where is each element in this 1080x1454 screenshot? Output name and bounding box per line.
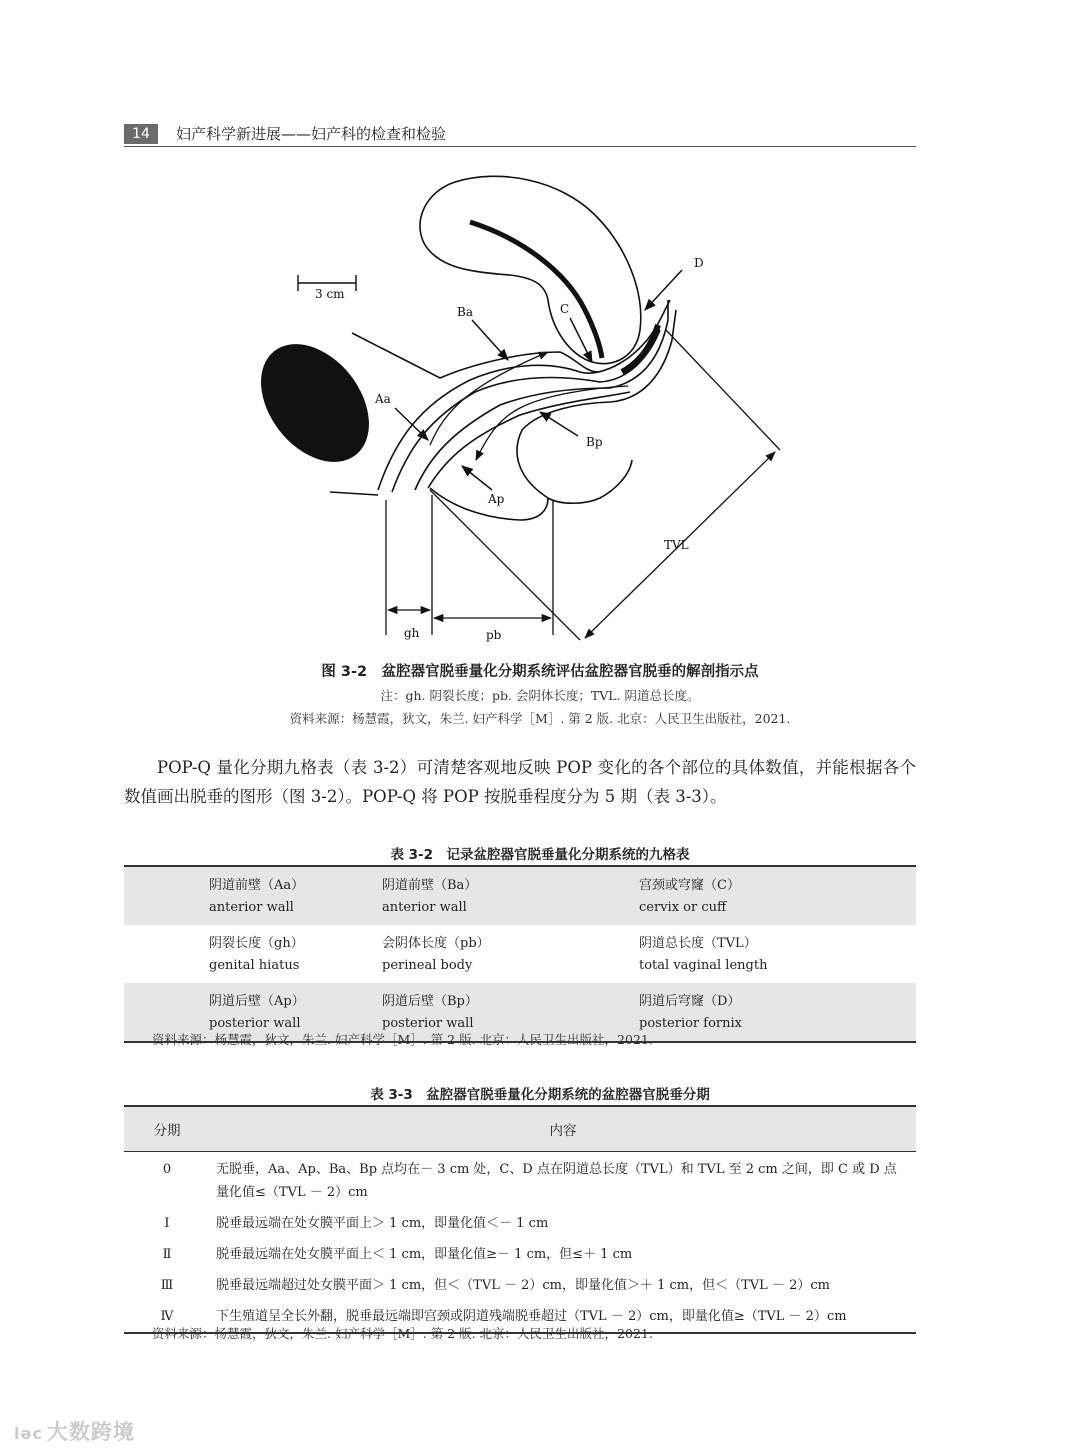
content-cell: 脱垂最远端在处女膜平面上＞ 1 cm，即量化值＜－ 1 cm	[216, 1216, 549, 1231]
figure-title: 图 3-2 盆腔器官脱垂量化分期系统评估盆腔器官脱垂的解剖指示点	[321, 664, 759, 680]
column-header-stage: 分期	[124, 1107, 210, 1152]
table-cell: 阴裂长度（gh） genital hiatus	[209, 936, 304, 973]
figure-source: 资料来源：杨慧霞，狄文，朱兰. 妇产科学［M］. 第 2 版. 北京：人民卫生出版社，2021.	[289, 711, 791, 726]
book-title: 妇产科学新进展——妇产科的检查和检验	[176, 125, 447, 143]
table-row	[124, 925, 916, 983]
content-cell: 下生殖道呈全长外翻，脱垂最远端即宫颈或阴道残端脱垂超过（TVL － 2）cm，即量化值≥（TVL － 2）cm	[216, 1309, 847, 1324]
table-cell: 阴道总长度（TVL） total vaginal length	[639, 936, 768, 973]
anterior-wall-inner	[378, 300, 670, 490]
table-cell: 阴道后壁（Ap） posterior wall	[124, 983, 382, 1041]
table-cell: 宫颈或穹窿（C） cervix or cuff	[639, 867, 916, 925]
scale-label: 3 cm	[315, 287, 345, 301]
anatomy-diagram	[240, 170, 840, 650]
table-cell: 阴道后穹窿（D） posterior fornix	[639, 983, 916, 1041]
pubic-bone	[240, 323, 391, 482]
table-3-2	[124, 865, 916, 1043]
outer-base-line	[330, 492, 378, 495]
page-number: 14	[124, 124, 158, 144]
body-paragraph	[124, 753, 916, 811]
table-row	[124, 1270, 916, 1301]
stage-cell: Ⅰ	[164, 1216, 170, 1231]
figure-note: 注：gh. 阴裂长度；pb. 会阴体长度；TVL. 阴道总长度。	[380, 688, 700, 703]
label-Ap: Ap	[488, 492, 505, 506]
content-cell: 无脱垂，Aa、Ap、Ba、Bp 点均在－ 3 cm 处，C、D 点在阴道总长度（TVL）和 TVL 至 2 cm 之间，即 C 或 D 点量化值≤（TVL － 2）cm	[216, 1162, 897, 1200]
label-gh: gh	[404, 626, 420, 640]
watermark	[14, 1416, 135, 1446]
table-cell: 阴道后壁（Bp） posterior wall	[382, 983, 639, 1041]
stage-cell: Ⅲ	[160, 1278, 174, 1293]
table-row	[124, 867, 916, 925]
table-3-3-title: 表 3-3 盆腔器官脱垂量化分期系统的盆腔器官脱垂分期	[370, 1087, 710, 1103]
label-TVL: TVL	[664, 538, 689, 552]
label-Aa: Aa	[375, 392, 391, 406]
watermark-logo-icon: lǝc	[14, 1424, 43, 1443]
table-cell: 会阴体长度（pb） perineal body	[382, 936, 490, 973]
label-pb: pb	[486, 628, 502, 642]
label-Bp: Bp	[586, 435, 603, 449]
content-cell: 脱垂最远端超过处女膜平面＞ 1 cm，但＜（TVL － 2）cm，即量化值＞＋ 1 cm，但＜（TVL － 2）cm	[216, 1278, 830, 1293]
stage-cell: 0	[162, 1162, 172, 1177]
table-row	[124, 1208, 916, 1239]
table-cell: 阴道前壁（Ba） anterior wall	[382, 867, 639, 925]
running-header	[124, 124, 916, 147]
label-D: D	[694, 256, 704, 270]
table-row	[124, 1152, 916, 1209]
table-3-2-title: 表 3-2 记录盆腔器官脱垂量化分期系统的九格表	[390, 847, 690, 863]
column-header-content: 内容	[210, 1107, 916, 1152]
label-C: C	[560, 302, 570, 316]
table-3-2-source: 资料来源：杨慧霞，狄文，朱兰. 妇产科学［M］. 第 2 版. 北京：人民卫生出版社，2021.	[152, 1032, 653, 1047]
table-row	[124, 1239, 916, 1270]
paragraph-text: POP-Q 量化分期九格表（表 3-2）可清楚客观地反映 POP 变化的各个部位的具体数值，并能根据各个数值画出脱垂的图形（图 3-2）。POP-Q 将 POP 按脱垂程度分为 5 期（表 3-3）。	[124, 758, 916, 806]
table-3-3	[124, 1105, 916, 1334]
anterior-wall-outer	[352, 333, 598, 378]
content-cell: 脱垂最远端在处女膜平面上＜ 1 cm，即量化值≥－ 1 cm，但≤＋ 1 cm	[216, 1247, 633, 1262]
uterus-outline	[420, 176, 641, 363]
watermark-text: 大数跨境	[46, 1420, 135, 1444]
table-cell: 阴道前壁（Aa） anterior wall	[124, 867, 382, 925]
perineum-outline	[548, 460, 632, 503]
table-3-3-source: 资料来源：杨慧霞，狄文，朱兰. 妇产科学［M］. 第 2 版. 北京：人民卫生出版社，2021.	[152, 1326, 653, 1341]
vaginal-canal-lower	[415, 300, 668, 490]
label-Ba: Ba	[457, 305, 473, 319]
stage-cell: Ⅳ	[160, 1309, 174, 1324]
stage-cell: Ⅱ	[162, 1247, 172, 1262]
cervix-thick-line	[470, 222, 602, 358]
table-header-row	[124, 1107, 916, 1152]
